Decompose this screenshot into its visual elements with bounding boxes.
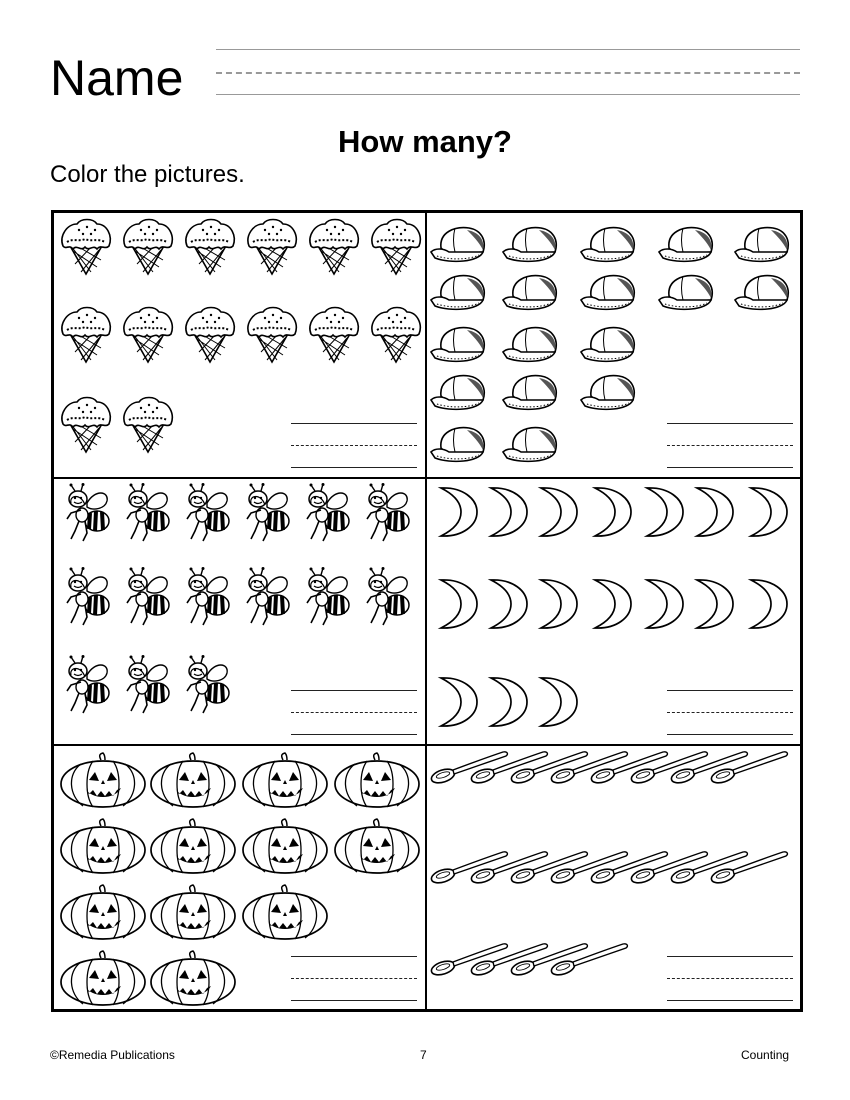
pumpkin-icon[interactable]	[241, 752, 329, 808]
moon-icon[interactable]	[483, 485, 529, 539]
cap-icon[interactable]	[429, 422, 487, 464]
bee-icon[interactable]	[181, 567, 236, 629]
cap-icon[interactable]	[501, 222, 559, 264]
panel-pumpkins	[53, 746, 425, 1010]
pumpkin-icon[interactable]	[149, 884, 237, 940]
bee-icon[interactable]	[61, 483, 116, 545]
cap-icon[interactable]	[579, 222, 637, 264]
bee-icon[interactable]	[181, 655, 236, 717]
pumpkin-icon[interactable]	[59, 752, 147, 808]
ice-cream-icon[interactable]	[119, 394, 177, 454]
page-number: 7	[420, 1048, 427, 1062]
bee-icon[interactable]	[361, 567, 416, 629]
moon-icon[interactable]	[587, 577, 633, 631]
cap-icon[interactable]	[429, 322, 487, 364]
ice-cream-icon[interactable]	[243, 216, 301, 276]
bee-icon[interactable]	[61, 655, 116, 717]
pumpkin-icon[interactable]	[333, 818, 421, 874]
moon-icon[interactable]	[433, 675, 479, 729]
pumpkin-icon[interactable]	[149, 818, 237, 874]
pumpkin-icon[interactable]	[149, 950, 237, 1006]
moon-icon[interactable]	[483, 675, 529, 729]
ice-cream-icon[interactable]	[367, 216, 425, 276]
panel-ice-cream-cones	[53, 212, 425, 477]
bee-icon[interactable]	[121, 567, 176, 629]
moon-icon[interactable]	[433, 577, 479, 631]
pumpkin-icon[interactable]	[241, 884, 329, 940]
cap-icon[interactable]	[501, 422, 559, 464]
moon-icon[interactable]	[639, 577, 685, 631]
spoon-icon[interactable]	[709, 750, 789, 784]
answer-writing-lines[interactable]	[667, 956, 793, 1000]
pumpkin-icon[interactable]	[241, 818, 329, 874]
cap-icon[interactable]	[733, 222, 791, 264]
moon-icon[interactable]	[533, 675, 579, 729]
moon-icon[interactable]	[689, 577, 735, 631]
instruction-text: Color the pictures.	[50, 161, 245, 188]
pumpkin-icon[interactable]	[59, 950, 147, 1006]
moon-icon[interactable]	[587, 485, 633, 539]
ice-cream-icon[interactable]	[181, 216, 239, 276]
moon-icon[interactable]	[433, 485, 479, 539]
bee-icon[interactable]	[241, 567, 296, 629]
pumpkin-icon[interactable]	[59, 884, 147, 940]
moon-icon[interactable]	[533, 577, 579, 631]
cap-icon[interactable]	[579, 322, 637, 364]
name-label: Name	[50, 50, 184, 106]
cap-icon[interactable]	[579, 370, 637, 412]
pumpkin-icon[interactable]	[59, 818, 147, 874]
panel-crescent-moons	[427, 479, 801, 744]
ice-cream-icon[interactable]	[57, 216, 115, 276]
moon-icon[interactable]	[483, 577, 529, 631]
cap-icon[interactable]	[429, 370, 487, 412]
panel-spoons	[427, 746, 801, 1010]
cap-icon[interactable]	[579, 270, 637, 312]
moon-icon[interactable]	[639, 485, 685, 539]
ice-cream-icon[interactable]	[57, 394, 115, 454]
answer-writing-lines[interactable]	[667, 423, 793, 467]
answer-writing-lines[interactable]	[291, 690, 417, 734]
ice-cream-icon[interactable]	[305, 304, 363, 364]
moon-icon[interactable]	[689, 485, 735, 539]
bee-icon[interactable]	[61, 567, 116, 629]
bee-icon[interactable]	[301, 483, 356, 545]
page-title: How many?	[338, 124, 512, 159]
cap-icon[interactable]	[657, 270, 715, 312]
cap-icon[interactable]	[657, 222, 715, 264]
moon-icon[interactable]	[743, 485, 789, 539]
ice-cream-icon[interactable]	[119, 216, 177, 276]
panel-bees	[53, 479, 425, 744]
moon-icon[interactable]	[533, 485, 579, 539]
bee-icon[interactable]	[181, 483, 236, 545]
spoon-icon[interactable]	[549, 942, 629, 976]
bee-icon[interactable]	[121, 483, 176, 545]
cap-icon[interactable]	[429, 222, 487, 264]
ice-cream-icon[interactable]	[119, 304, 177, 364]
moon-icon[interactable]	[743, 577, 789, 631]
ice-cream-icon[interactable]	[181, 304, 239, 364]
footer-subject: Counting	[741, 1048, 790, 1062]
cap-icon[interactable]	[429, 270, 487, 312]
bee-icon[interactable]	[121, 655, 176, 717]
ice-cream-icon[interactable]	[243, 304, 301, 364]
name-line-middle	[216, 72, 800, 74]
bee-icon[interactable]	[241, 483, 296, 545]
answer-writing-lines[interactable]	[291, 956, 417, 1000]
cap-icon[interactable]	[733, 270, 791, 312]
pumpkin-icon[interactable]	[149, 752, 237, 808]
ice-cream-icon[interactable]	[305, 216, 363, 276]
cap-icon[interactable]	[501, 322, 559, 364]
spoon-icon[interactable]	[709, 850, 789, 884]
pumpkin-icon[interactable]	[333, 752, 421, 808]
name-line-bottom	[216, 94, 800, 95]
footer-publisher: ©Remedia Publications	[50, 1048, 175, 1062]
name-line-top	[216, 49, 800, 50]
bee-icon[interactable]	[301, 567, 356, 629]
ice-cream-icon[interactable]	[367, 304, 425, 364]
cap-icon[interactable]	[501, 270, 559, 312]
ice-cream-icon[interactable]	[57, 304, 115, 364]
panel-baseball-caps	[427, 212, 801, 477]
answer-writing-lines[interactable]	[667, 690, 793, 734]
cap-icon[interactable]	[501, 370, 559, 412]
answer-writing-lines[interactable]	[291, 423, 417, 467]
bee-icon[interactable]	[361, 483, 416, 545]
